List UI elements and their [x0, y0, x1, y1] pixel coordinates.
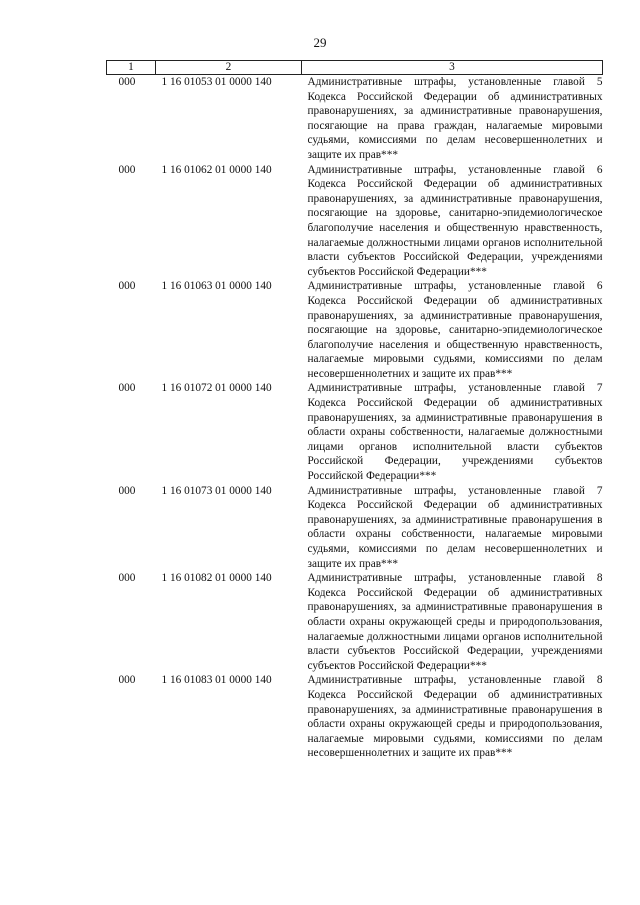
budget-code-cell: 1 16 01062 01 0000 140 [161, 163, 272, 176]
header-row [107, 61, 603, 75]
table-row [107, 673, 603, 761]
admin-code-cell: 000 [118, 674, 136, 687]
table-header [107, 61, 603, 75]
revenue-codes-table [106, 60, 603, 761]
budget-code-cell: 1 16 01072 01 0000 140 [161, 382, 272, 395]
description-cell: Административные штрафы, установленные главой 6 Кодекса Российской Федерации об административных правонарушениях, за административные правонарушения, посягающие на здоровье, санитарно-эпидемиологическое благополучие населения и общественную нравственность, налагаемые должностными лицами органов исполнительной власти субъектов Российской Федерации, учреждениями субъектов Российской Федерации*** [307, 163, 603, 278]
admin-code-cell: 000 [118, 382, 136, 395]
page-number: 29 [313, 35, 327, 50]
description-cell: Административные штрафы, установленные главой 7 Кодекса Российской Федерации об административных правонарушениях, за административные правонарушения в области охраны собственности, налагаемые мировыми судьями, комиссиями по делам несовершеннолетних и защите их прав*** [307, 484, 603, 570]
budget-code-cell: 1 16 01083 01 0000 140 [161, 674, 272, 687]
table-row [107, 484, 603, 572]
header-col-3: 3 [302, 61, 603, 75]
admin-code-cell: 000 [118, 572, 136, 585]
description-cell: Административные штрафы, установленные главой 6 Кодекса Российской Федерации об административных правонарушениях, за административные правонарушения, посягающие на здоровье, санитарно-эпидемиологическое благополучие населения и общественную нравственность, налагаемые мировыми судьями, комиссиями по делам несовершеннолетних и защите их прав*** [307, 280, 603, 380]
description-cell: Административные штрафы, установленные главой 5 Кодекса Российской Федерации об административных правонарушениях, за административные правонарушения, посягающие на права граждан, налагаемые мировыми судьями, комиссиями по делам несовершеннолетних и защите их прав*** [307, 76, 603, 161]
table-row [107, 75, 603, 163]
budget-code-cell: 1 16 01063 01 0000 140 [161, 280, 272, 293]
admin-code-cell: 000 [118, 280, 136, 293]
admin-code-cell: 000 [118, 484, 136, 497]
table-row [107, 163, 603, 280]
admin-code-cell: 000 [118, 163, 136, 176]
header-col-2: 2 [156, 61, 302, 75]
admin-code-cell: 000 [118, 76, 136, 88]
table-row [107, 571, 603, 673]
table-row [107, 381, 603, 483]
description-cell: Административные штрафы, установленные главой 7 Кодекса Российской Федерации об административных правонарушениях, за административные правонарушения в области охраны собственности, налагаемые должностными лицами органов исполнительной власти субъектов Российской Федерации, учреждениями субъектов Российской Федерации*** [307, 382, 603, 483]
description-cell: Административные штрафы, установленные главой 8 Кодекса Российской Федерации об административных правонарушениях, за административные правонарушения в области охраны окружающей среды и природопользования, налагаемые должностными лицами органов исполнительной власти субъектов Российской Федерации, учреждениями субъектов Российской Федерации*** [307, 572, 603, 672]
budget-code-cell: 1 16 01053 01 0000 140 [161, 76, 272, 88]
header-col-1: 1 [107, 61, 156, 75]
table-body [107, 75, 603, 761]
description-cell: Административные штрафы, установленные главой 8 Кодекса Российской Федерации об административных правонарушениях, за административные правонарушения в области охраны окружающей среды и природопользования, налагаемые мировыми судьями, комиссиями по делам несовершеннолетних и защите их прав*** [307, 674, 603, 760]
table-row [107, 279, 603, 381]
budget-code-cell: 1 16 01082 01 0000 140 [161, 572, 272, 585]
budget-code-cell: 1 16 01073 01 0000 140 [161, 484, 272, 497]
